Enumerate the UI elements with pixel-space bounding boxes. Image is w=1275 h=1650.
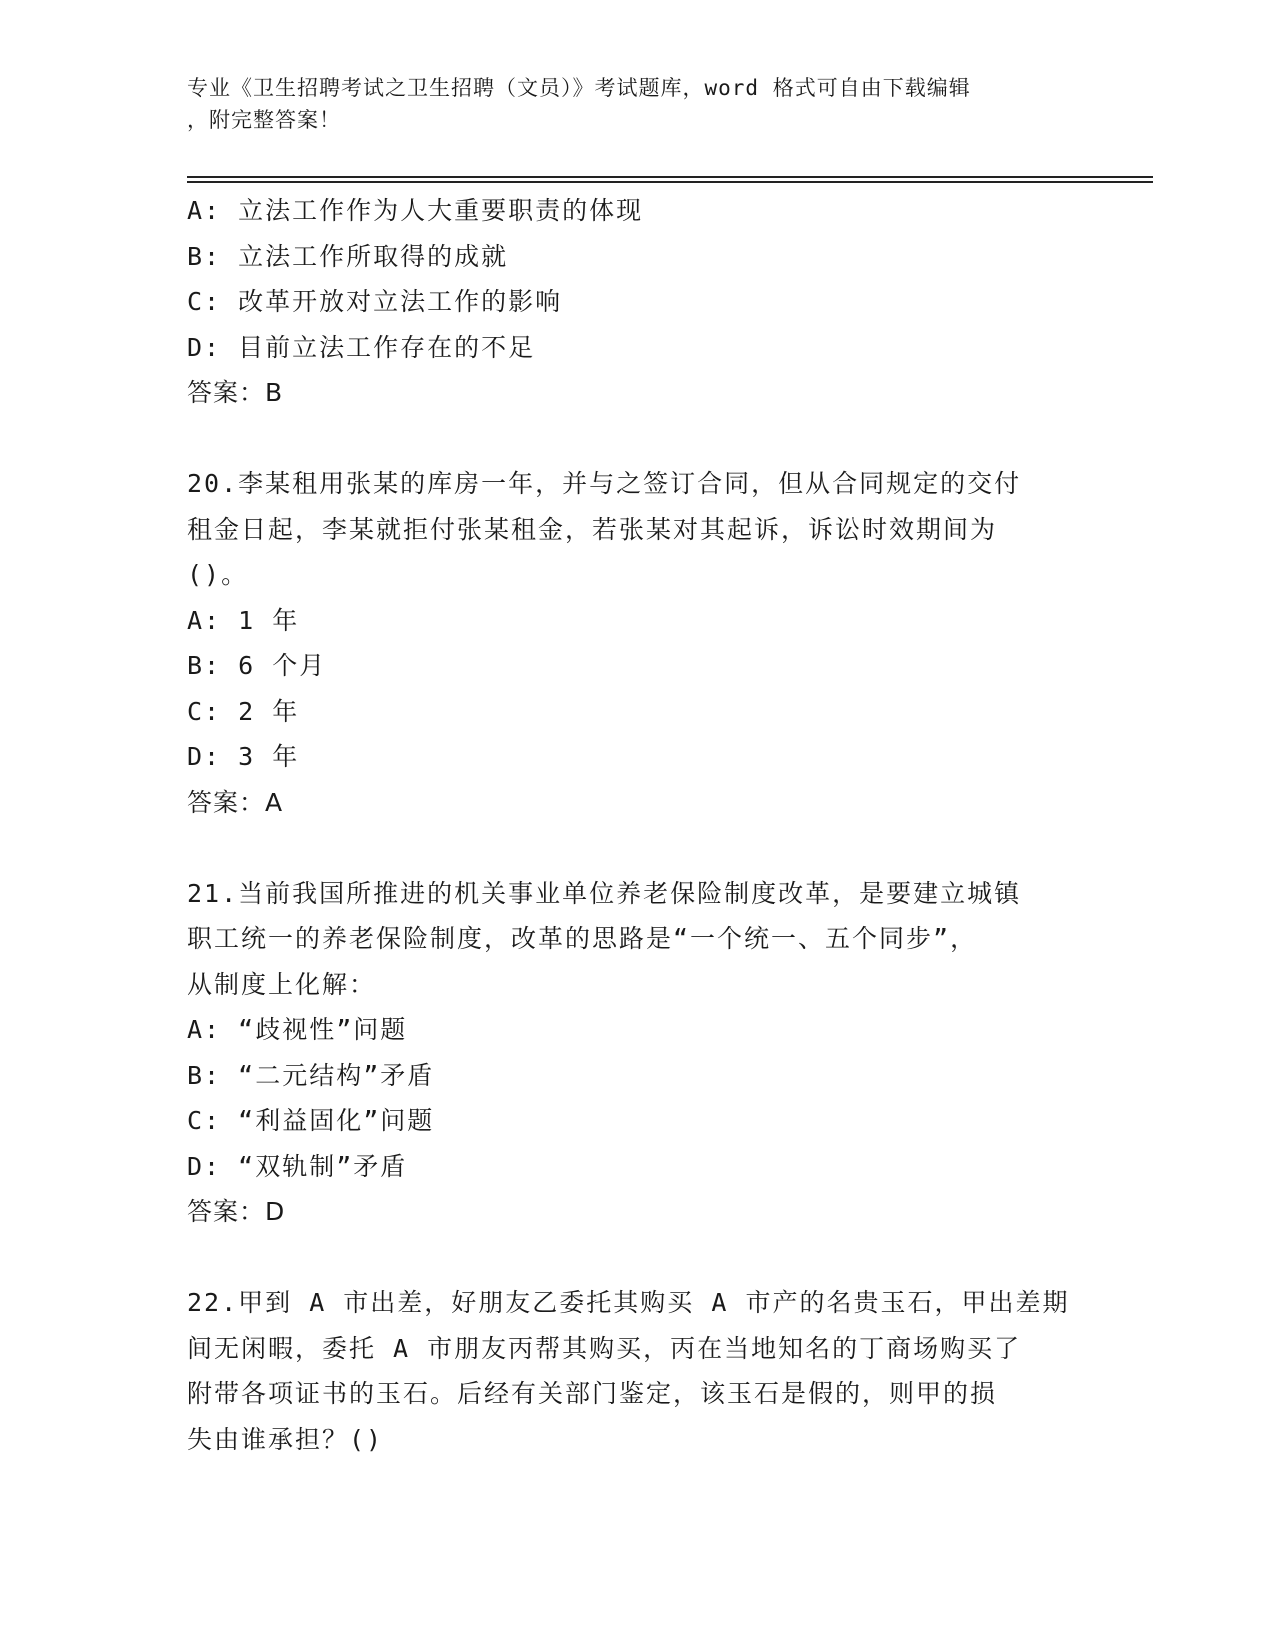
option-b: B: 立法工作所取得的成就	[187, 241, 509, 271]
question-22	[187, 1280, 1087, 1462]
question-prev	[187, 188, 1087, 416]
option-a: A: 1 年	[187, 605, 300, 635]
question-stem-line: 附带各项证书的玉石。后经有关部门鉴定，该玉石是假的，则甲的损	[187, 1379, 998, 1408]
option-d: D: “双轨制”矛盾	[187, 1151, 408, 1181]
question-stem-line: 20.李某租用张某的库房一年，并与之签订合同，但从合同规定的交付	[187, 469, 1022, 498]
question-content	[187, 188, 1087, 1462]
option-d: D: 3 年	[187, 742, 300, 771]
option-c: C: “利益固化”问题	[187, 1106, 435, 1135]
spacer	[187, 416, 1087, 462]
answer-line: 答案：A	[187, 787, 284, 817]
answer-line: 答案：B	[187, 378, 284, 407]
question-stem-line: 失由谁承担？()	[187, 1424, 384, 1454]
option-d: D: 目前立法工作存在的不足	[187, 332, 536, 362]
option-b: B: 6 个月	[187, 651, 327, 680]
answer-line: 答案：D	[187, 1197, 286, 1226]
spacer	[187, 825, 1087, 871]
option-c: C: 2 年	[187, 696, 300, 726]
option-c: C: 改革开放对立法工作的影响	[187, 287, 563, 316]
question-stem-line: 职工统一的养老保险制度，改革的思路是“一个统一、五个同步”，	[187, 924, 978, 953]
question-stem-line: 22.甲到 A 市出差，好朋友乙委托其购买 A 市产的名贵玉石，甲出差期	[187, 1288, 1070, 1317]
question-stem-line: 21.当前我国所推进的机关事业单位养老保险制度改革，是要建立城镇	[187, 878, 1022, 908]
question-stem-line: ()。	[187, 560, 249, 589]
option-a: A: “歧视性”问题	[187, 1015, 408, 1044]
spacer	[187, 1235, 1087, 1281]
header-divider-bottom	[187, 181, 1153, 183]
header-divider-top	[187, 176, 1153, 178]
header-line-1: 专业《卫生招聘考试之卫生招聘（文员）》考试题库，word 格式可自由下载编辑	[187, 76, 971, 100]
question-21	[187, 871, 1087, 1235]
question-stem-line: 间无闲暇，委托 A 市朋友丙帮其购买，丙在当地知名的丁商场购买了	[187, 1333, 1022, 1363]
question-stem-line: 租金日起，李某就拒付张某租金，若张某对其起诉，诉讼时效期间为	[187, 514, 998, 544]
option-b: B: “二元结构”矛盾	[187, 1060, 435, 1090]
option-a: A: 立法工作作为人大重要职责的体现	[187, 196, 644, 225]
document-header	[187, 72, 1067, 136]
question-stem-line: 从制度上化解：	[187, 969, 377, 999]
question-20	[187, 461, 1087, 825]
header-line-2: ，附完整答案！	[187, 108, 341, 132]
